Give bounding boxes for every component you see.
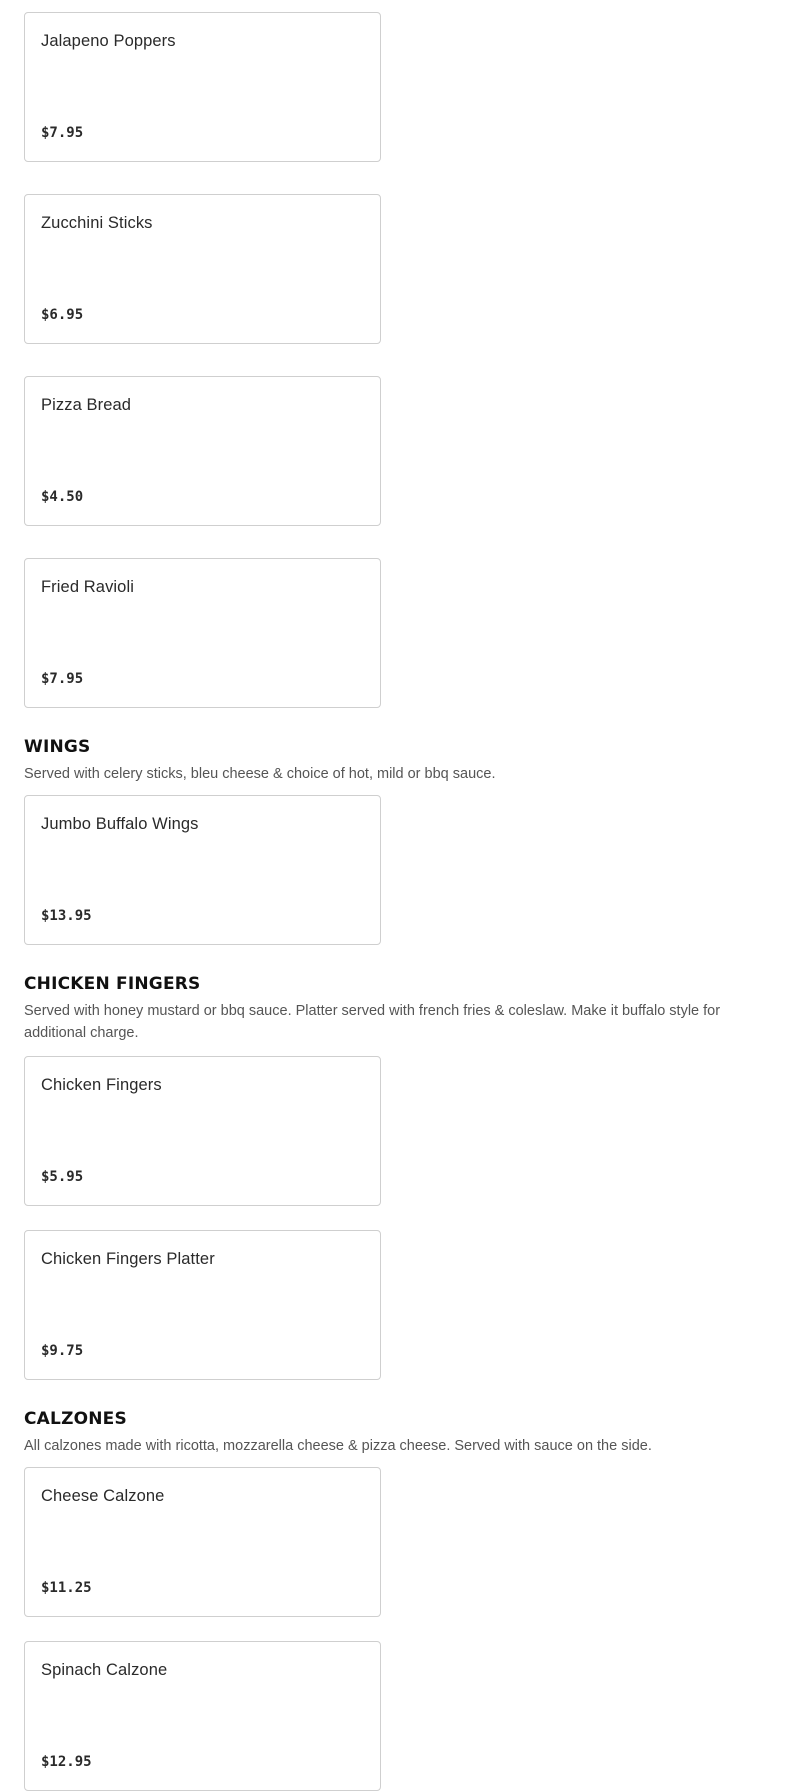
section-title: WINGS bbox=[24, 737, 91, 757]
section-wings bbox=[24, 737, 761, 945]
menu-item-name: Fried Ravioli bbox=[41, 578, 134, 596]
menu-item-card[interactable] bbox=[24, 1230, 381, 1380]
section-description: All calzones made with ricotta, mozzarella cheese & pizza cheese. Served with sauce on the side. bbox=[24, 1438, 652, 1454]
menu-item-card[interactable] bbox=[24, 12, 381, 162]
menu-item-name: Jalapeno Poppers bbox=[41, 32, 176, 50]
menu-page bbox=[24, 12, 761, 1791]
menu-item-card[interactable] bbox=[24, 1467, 381, 1617]
section-chicken-fingers bbox=[24, 974, 761, 1380]
top-items-grid bbox=[24, 12, 761, 708]
menu-item-card[interactable] bbox=[24, 1641, 381, 1791]
menu-item-name: Cheese Calzone bbox=[41, 1487, 165, 1505]
menu-item-price: $6.95 bbox=[41, 307, 84, 323]
menu-item-card[interactable] bbox=[24, 795, 381, 945]
menu-item-price: $7.95 bbox=[41, 671, 84, 687]
section-title: CALZONES bbox=[24, 1409, 127, 1429]
section-items-grid bbox=[24, 1056, 761, 1380]
section-calzones bbox=[24, 1409, 761, 1791]
menu-item-price: $12.95 bbox=[41, 1754, 92, 1770]
menu-item-card[interactable] bbox=[24, 194, 381, 344]
menu-item-name: Jumbo Buffalo Wings bbox=[41, 815, 199, 833]
menu-item-card[interactable] bbox=[24, 1056, 381, 1206]
menu-item-name: Pizza Bread bbox=[41, 396, 132, 414]
menu-item-name: Spinach Calzone bbox=[41, 1661, 168, 1679]
menu-item-name: Chicken Fingers bbox=[41, 1076, 162, 1094]
section-description: Served with honey mustard or bbq sauce. Platter served with french fries & coleslaw. Make it buffalo style for additional charge. bbox=[24, 1003, 721, 1041]
menu-item-name: Zucchini Sticks bbox=[41, 214, 153, 232]
section-items-grid bbox=[24, 1467, 761, 1791]
menu-item-card[interactable] bbox=[24, 558, 381, 708]
menu-item-price: $5.95 bbox=[41, 1169, 84, 1185]
menu-item-price: $7.95 bbox=[41, 125, 84, 141]
section-title: CHICKEN FINGERS bbox=[24, 974, 201, 994]
menu-item-card[interactable] bbox=[24, 376, 381, 526]
menu-item-price: $4.50 bbox=[41, 489, 84, 505]
section-items-grid bbox=[24, 795, 761, 945]
menu-item-price: $13.95 bbox=[41, 908, 92, 924]
section-description: Served with celery sticks, bleu cheese & choice of hot, mild or bbq sauce. bbox=[24, 766, 496, 782]
menu-item-name: Chicken Fingers Platter bbox=[41, 1250, 215, 1268]
menu-item-price: $11.25 bbox=[41, 1580, 92, 1596]
menu-item-price: $9.75 bbox=[41, 1343, 84, 1359]
